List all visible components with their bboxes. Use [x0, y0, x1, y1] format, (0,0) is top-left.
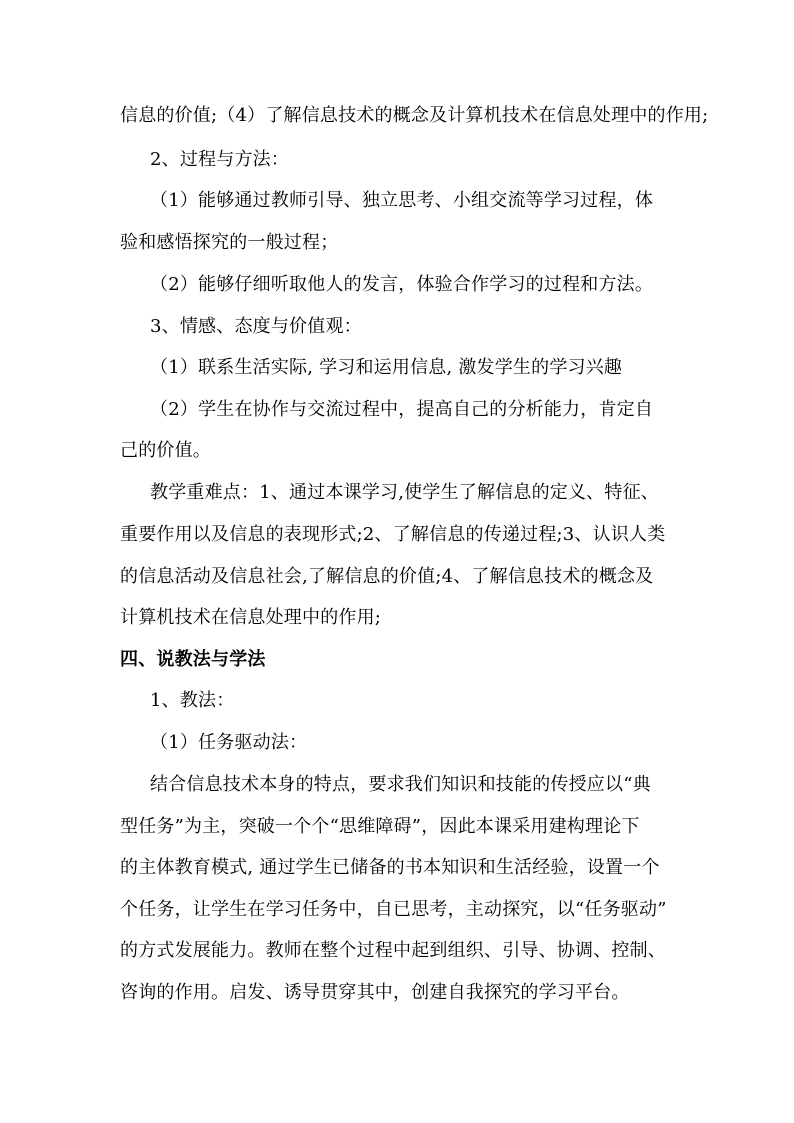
- text-line: （1）联系生活实际, 学习和运用信息, 激发学生的学习兴趣: [150, 357, 623, 378]
- text-line: 个任务，让学生在学习任务中，自已思考，主动探究，以“任务驱动”: [120, 899, 667, 920]
- section-heading: 四、说教法与学法: [120, 649, 266, 670]
- text-line: 计算机技术在信息处理中的作用;: [120, 607, 382, 628]
- text-line: 型任务”为主，突破一个个“思维障碍”，因此本课采用建构理论下: [120, 816, 640, 837]
- text-line: 己的价值。: [120, 440, 211, 461]
- text-line: 结合信息技术本身的特点，要求我们知识和技能的传授应以“典: [150, 774, 651, 795]
- text-line: 咨询的作用。启发、诱导贯穿其中，创建自我探究的学习平台。: [120, 982, 630, 1003]
- section-subheading: 1、教法：: [150, 690, 235, 711]
- text-line: 验和感悟探究的一般过程；: [120, 232, 339, 253]
- text-line: 教学重难点：1、通过本课学习,使学生了解信息的定义、特征、: [150, 482, 659, 503]
- text-line: 信息的价值;（4）了解信息技术的概念及计算机技术在信息处理中的作用;: [120, 105, 709, 126]
- section-subheading: 2、过程与方法：: [150, 149, 290, 170]
- text-line: 的方式发展能力。教师在整个过程中起到组织、引导、协调、控制、: [120, 940, 666, 961]
- text-line: 的信息活动及信息社会,了解信息的价值;4、了解信息技术的概念及: [120, 566, 654, 587]
- section-subheading: 3、情感、态度与价值观：: [150, 316, 362, 337]
- text-line: （1）能够通过教师引导、独立思考、小组交流等学习过程，体: [150, 190, 654, 211]
- text-line: 重要作用以及信息的表现形式;2、了解信息的传递过程;3、认识人类: [120, 524, 666, 545]
- section-subheading: （1）任务驱动法：: [150, 732, 308, 753]
- text-line: 的主体教育模式, 通过学生已储备的书本知识和生活经验，设置一个: [120, 857, 660, 878]
- text-line: （2）学生在协作与交流过程中，提高自己的分析能力，肯定自: [150, 399, 654, 420]
- text-line: （2）能够仔细听取他人的发言，体验合作学习的过程和方法。: [150, 274, 654, 295]
